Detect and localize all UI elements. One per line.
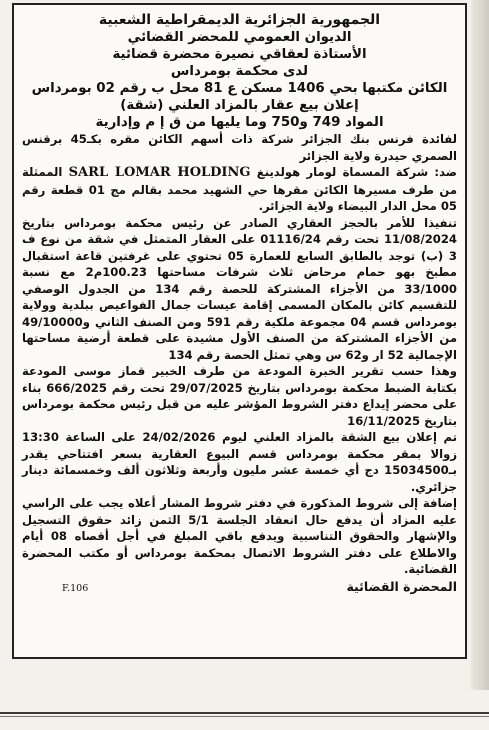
bottom-divider [0, 712, 489, 714]
defendant-prefix: ضد: شركة المسماة لومار هولدينغ [256, 165, 457, 179]
bottom-divider-thin [0, 716, 489, 717]
notice-footer [22, 579, 457, 594]
office-address: الكائن مكتبها بحي 1406 مسكن ع 81 محل ب رقم 02 بومرداس [31, 81, 448, 96]
defendant-latin-name: SARL LOMAR HOLDING [68, 165, 251, 180]
expertise-paragraph: وهذا حسب تقرير الخبرة المودعة من طرف الخبير قماز موسى المودعة بكتابة الضبط محكمة بومرداس بتاريخ 29/07/2025 تحت رقم 666/2025 بناء على محضر إيداع دفتر الشروط المؤشر عليه من قبل رئيس محكمة بومرداس بتاريخ 16/11/2025 [22, 364, 458, 428]
seizure-paragraph: تنفيذا للأمر بالحجز العقاري الصادر عن رئيس محكمة بومرداس بتاريخ 11/08/2024 تحت رقم 01116/24 على العقار المتمثل في شقة من نوع ف 3 (ب) توجد بالطابق السابع للعمارة 05 تحتوي على غرفتين قاعة استقبال مطبخ بهو حمام مرحاض ثلاث شرفات مساحتها 100.23م2 مع نسبة 33/1000 من الأجزاء المشتركة للحصة رقم 134 من الجدول الوصفي للتقسيم كائن بالمكان المسمى إقامة عيسات جمال الفواعيص ببلدية وولاية بومرداس قسم 04 مجموعة ملكية رقم 591 ومن الصنف الثاني و49/10000 من الأجزاء المشتركة من الصنف الأول مشيدة على قطعة أرضية مساحتها الإجمالية 52 ار و62 س وهي تمثل الحصة رقم 134 [22, 215, 457, 362]
legal-notice [12, 3, 467, 659]
office-title: الديوان العمومي للمحضر القضائي [127, 30, 352, 45]
bailiff-name: الأستاذة لعقاقي نصيرة محضرة قضائية [112, 47, 367, 62]
legal-articles: المواد 749 و750 وما يليها من ق إ م وإدارية [95, 115, 384, 130]
defendant-paragraph [22, 164, 457, 215]
signature: المحضرة القضائية [346, 578, 457, 594]
page-edge [471, 0, 489, 690]
conditions-paragraph: إضافة إلى شروط المذكورة في دفتر شروط المشار أعلاه يجب على الراسي عليه المزاد أن يدفع حال انعقاد الجلسة 5/1 الثمن زائد حقوق التسجيل والإشهار والحقوق التناسبية ويدفع باقي المبلغ في أجل أقصاه 08 أيام والاطلاع على دفتر الشروط الاتصال بمحكمة بومرداس أو مكتب المحضرة القضائية. [22, 496, 457, 576]
auction-paragraph: تم إعلان بيع الشقة بالمزاد العلني ليوم 24/02/2026 على الساعة 13:30 زوالا بمقر محكمة بومرداس قسم البيوع العقارية بسعر افتتاحي يقدر بـ15034500 دج أي خمسة عشر مليون وأربعة وثلاثون ألف وخمسمائة دينار جزائري. [22, 430, 457, 494]
defendant-details: الممثلة من طرف مسيرها الكائن مقرها حي الشهيد محمد بقالم مج 01 قطعة رقم 05 محل الدار البيضاء ولاية الجزائر. [22, 165, 457, 213]
ad-code: F.106 [62, 582, 89, 594]
republic-title: الجمهورية الجزائرية الديمقراطية الشعبية [98, 12, 381, 28]
beneficiary-paragraph: لفائدة فرنس بنك الجزائر شركة ذات أسهم الكائن مقره بكـ45 برقنس الصمري حيدرة ولاية الجزائر [22, 132, 457, 163]
notice-title: إعلان بيع عقار بالمزاد العلني (شقة) [120, 98, 359, 113]
court-name: لدى محكمة بومرداس [170, 64, 309, 79]
